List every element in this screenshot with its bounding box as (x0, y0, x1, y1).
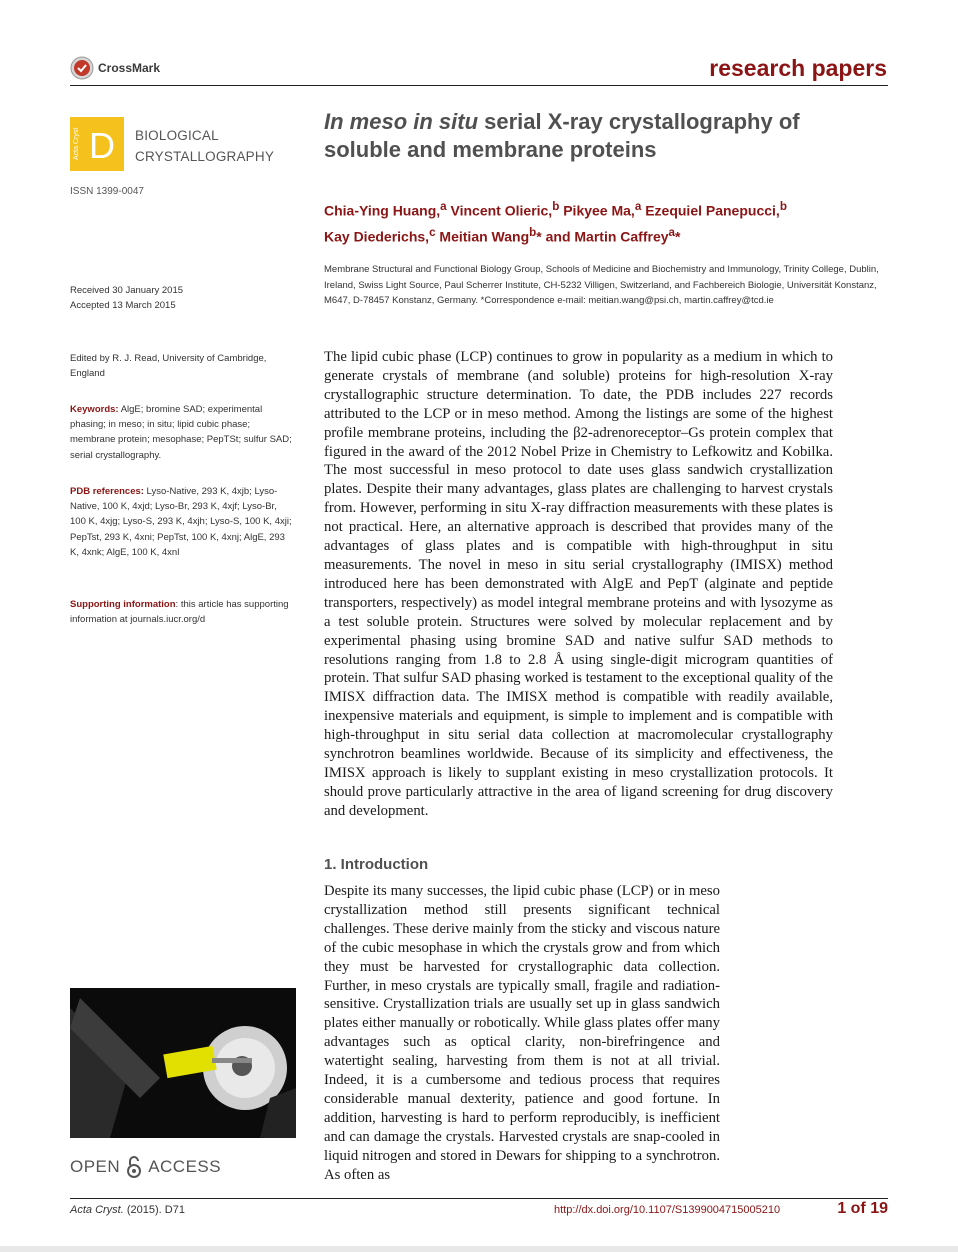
doi-link[interactable]: http://dx.doi.org/10.1107/S1399004715005210 (554, 1204, 781, 1216)
keywords-label: Keywords: (70, 404, 119, 415)
author-affil-mark: a (440, 200, 447, 213)
keywords-text: AlgE; bromine SAD; experimental phasing; in meso; in situ; lipid cubic phase; membrane protein; mesophase; PepTSt; sulfur SAD; serial crystallography. (70, 404, 292, 461)
open-access-access: ACCESS (148, 1157, 222, 1176)
keywords (70, 402, 292, 463)
cover-photo-image (70, 988, 296, 1138)
affiliations: Membrane Structural and Functional Biology Group, Schools of Medicine and Biochemistry and Immunology, Trinity College, Dublin, Ireland, Swiss Light Source, Paul Scherrer Institute, CH-5232 Villigen, Switzerland, and Fachbereich Biologie, Universität Konstanz, M647, D-78457 Konstanz, Germany. *Correspondence e-mail: meitian.wang@psi.ch, martin.caffrey@tcd.ie (324, 264, 879, 306)
footer-rule (70, 1198, 888, 1199)
author: Meitian Wang (435, 228, 530, 245)
author-affil-mark: b (529, 225, 537, 239)
pdb-references-text: Lyso-Native, 293 K, 4xjb; Lyso-Native, 100 K, 4xjd; Lyso-Br, 293 K, 4xjf; Lyso-Br, 100 K, 4xjg; Lyso-S, 293 K, 4xjh; Lyso-S, 100 K, 4xji; PepTst, 293 K, 4xni; PepTst, 100 K, 4xnj; AlgE, 293 K, 4xnk; AlgE, 100 K, 4xnl (70, 486, 292, 558)
section-heading-introduction: 1. Introduction (324, 856, 429, 873)
crossmark-icon (70, 56, 94, 80)
open-access-badge (70, 1156, 221, 1178)
footer-citation (70, 1204, 185, 1216)
author-affil-mark: c (429, 225, 436, 239)
author: Vincent Olieric, (446, 202, 553, 219)
title-italic: In meso in situ (324, 109, 479, 134)
section-name: research papers (709, 55, 887, 81)
author: Kay Diederichs, (324, 228, 430, 245)
journal-logo-vertical-text: Acta Cryst (73, 127, 80, 161)
author: * (675, 228, 681, 245)
author-affil-mark: a (634, 200, 642, 213)
journal-name (135, 125, 274, 167)
open-lock-icon (126, 1156, 142, 1178)
supporting-information (70, 597, 292, 627)
crossmark-label: CrossMark (98, 61, 161, 75)
header-rule (70, 85, 888, 86)
crossmark-badge[interactable] (70, 56, 160, 80)
author-affil-mark: b (779, 200, 787, 213)
author-list (324, 196, 844, 247)
article-dates (70, 283, 292, 313)
author-affil-mark: a (668, 225, 675, 239)
journal-logo-letter: D (89, 125, 115, 166)
bottom-scrollbar (0, 1246, 958, 1252)
accepted-date: Accepted 13 March 2015 (70, 300, 176, 312)
received-date: Received 30 January 2015 (70, 285, 184, 296)
journal-name-line1: BIOLOGICAL (135, 128, 219, 143)
author: Ezequiel Panepucci, (641, 202, 780, 219)
author-affil-mark: b (552, 200, 560, 213)
page-number: 1 of 19 (837, 1200, 888, 1217)
open-access-open: OPEN (70, 1157, 121, 1176)
pdb-references (70, 484, 292, 560)
title-rest: serial X-ray crystallography of soluble and membrane proteins (324, 109, 800, 162)
edited-by: Edited by R. J. Read, University of Cambridge, England (70, 353, 267, 380)
introduction-text: Despite its many successes, the lipid cubic phase (LCP) or in meso crystallization method still presents significant technical challenges. These derive mainly from the sticky and viscous nature of the cubic mesophase in which the crystals grow and from which they must be harvested for crystallographic data collection. Further, in meso crystals are typically small, fragile and radiation-sensitive. Crystallization trials are usually set up in glass sandwich plates either manually or robotically. While glass plates offer many advantages such as optical clarity, non-birefringence and watertight sealing, harvesting from them is not at all trivial. Indeed, it is a cumbersome and tedious process that requires considerable manual dexterity, patience and good fortune. In addition, harvesting is hard to perform reproducibly, is inefficient and can damage the crystals. Harvested crystals are snap-cooled in liquid nitrogen and stored in Dewars for shipping to a synchrotron. As often as (324, 883, 720, 1183)
abstract: The lipid cubic phase (LCP) continues to grow in popularity as a medium in which to generate crystals of membrane (and soluble) proteins for high-resolution X-ray crystallographic structure determination. To date, the PDB includes 227 records attributed to the LCP or in meso method. Among the listings are some of the highest profile membrane proteins, including the β2-adrenoreceptor–Gs protein complex that figured in the award of the 2012 Nobel Prize in Chemistry to Lefkowitz and Kobilka. The most successful in meso protocol to date uses glass sandwich crystallization plates. Despite their many advantages, glass plates are challenging to harvest crystals from. However, performing in situ X-ray diffraction measurements with these plates is not practical. Here, an alternative approach is described that provides many of the advantages of glass plates and is compatible with high-throughput in situ measurements. The novel in meso in situ serial crystallography (IMISX) method introduced here has been demonstrated with AlgE and PepT (alginate and peptide transporters, respectively) as model integral membrane proteins and with lysozyme as a test soluble protein. Structures were solved by molecular replacement and by experimental phasing using bromine SAD and native sulfur SAD methods to resolutions ranging from 1.8 to 2.8 Å using single-digit microgram quantities of protein. That sulfur SAD phasing worked is testament to the exceptional quality of the IMISX diffraction data. The IMISX method is compatible with readily available, inexpensive materials and equipment, is simple to implement and is compatible with high-throughput in situ serial data collection at macromolecular crystallography synchrotron beamlines worldwide. Because of its simplicity and effectiveness, the IMISX approach is likely to supplant existing in meso crystallization protocols. It should prove particularly attractive in the area of ligand screening for drug discovery and development. (324, 349, 833, 819)
cover-photo (70, 988, 296, 1138)
article-title (324, 108, 844, 164)
issn: ISSN 1399-0047 (70, 186, 144, 197)
supporting-info-text: : this article has supporting information at journals.iucr.org/d (70, 599, 289, 626)
author: Pikyee Ma, (559, 202, 635, 219)
supporting-info-label: Supporting information (70, 599, 176, 610)
journal-name-line2: CRYSTALLOGRAPHY (135, 149, 275, 164)
footer-citation-rest: (2015). D71 (123, 1204, 185, 1216)
footer-journal: Acta Cryst. (70, 1204, 124, 1216)
pdb-references-label: PDB references: (70, 486, 144, 497)
author: * and Martin Caffrey (536, 228, 669, 245)
author: Chia-Ying Huang, (324, 202, 441, 219)
